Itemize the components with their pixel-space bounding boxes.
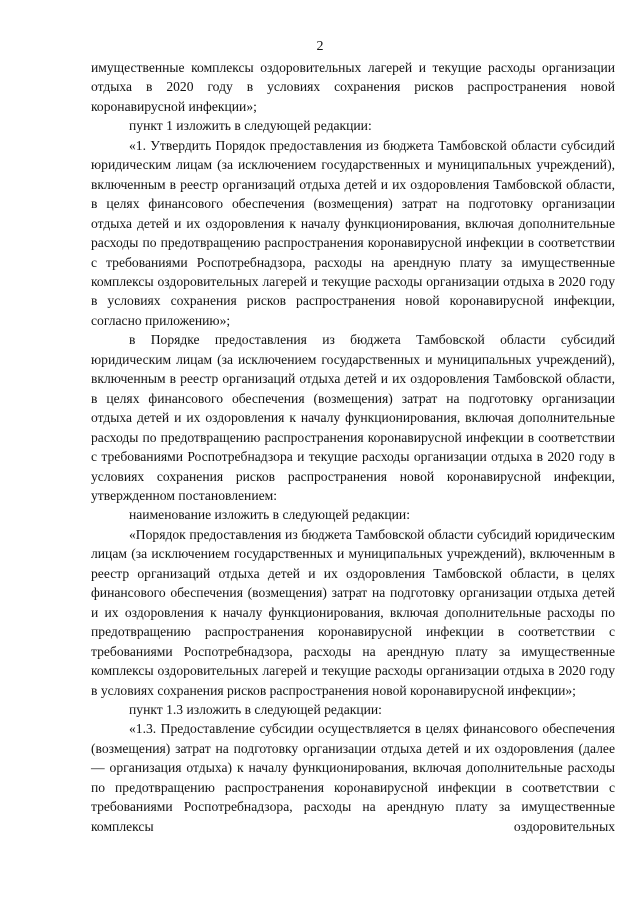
paragraph-continuation: имущественные комплексы оздоровительных лагерей и текущие расходы организации отдыха в 2020 году в условиях сохранения рисков распространения новой коронавирусной инфекции»; [91, 60, 615, 114]
paragraph-title-text: «Порядок предоставления из бюджета Тамбовской области субсидий юридическим лицам (за исключением государственных и муниципальных учреждений), включенным в реестр организаций отдыха детей и их оздоровления Тамбовской области, в целях финансового обеспечения (возмещения) затрат на подготовку организации отдыха детей и их оздоровления к началу функционирования, включая дополнительные расходы по предотвращению распространения коронавирусной инфекции в соответствии с требованиями Роспотребнадзора, расходы на арендную плату за имущественные комплексы оздоровительных лагерей и текущие расходы организации отдыха в 2020 году в условиях сохранения рисков распространения новой коронавирусной инфекции»; [91, 526, 615, 698]
paragraph-title-heading: наименование изложить в следующей редакции: [129, 507, 410, 523]
paragraph-item-1-heading: пункт 1 изложить в следующей редакции: [129, 118, 372, 134]
document-body [91, 58, 615, 836]
paragraph-item-1-3-heading: пункт 1.3 изложить в следующей редакции: [129, 701, 382, 717]
paragraph-item-1-text: «1. Утвердить Порядок предоставления из бюджета Тамбовской области субсидий юридическим лицам (за исключением государственных и муниципальных учреждений), включенным в реестр организаций отдыха детей и их оздоровления Тамбовской области, в целях финансового обеспечения (возмещения) затрат на подготовку организации отдыха детей и их оздоровления к началу функционирования, включая дополнительные расходы по предотвращению распространения коронавирусной инфекции в соответствии с требованиями Роспотребнадзора, расходы на арендную плату за имущественные комплексы оздоровительных лагерей и текущие расходы организации отдыха в 2020 году в условиях сохранения рисков распространения новой коронавирусной инфекции, согласно приложению»; [91, 137, 615, 328]
page-number: 2 [316, 39, 324, 54]
paragraph-item-1-3-text: «1.3. Предоставление субсидии осуществляется в целях финансового обеспечения (возмещения) затрат на подготовку организации отдыха детей и их оздоровления (далее — организация отдыха) к началу функционирования, включая дополнительные расходы по предотвращению распространения коронавирусной инфекции в соответствии с требованиями Роспотребнадзора, расходы на арендную плату за имущественные комплексы оздоровительных [91, 721, 615, 834]
paragraph-procedure-intro: в Порядке предоставления из бюджета Тамбовской области субсидий юридическим лицам (за исключением государственных и муниципальных учреждений), включенным в реестр организаций отдыха детей и их оздоровления Тамбовской области, в целях финансового обеспечения (возмещения) затрат на подготовку организации отдыха детей и их оздоровления к началу функционирования, включая дополнительные расходы по предотвращению распространения коронавирусной инфекции в соответствии с требованиями Роспотребнадзора и текущие расходы организации отдыха в 2020 году в условиях сохранения рисков распространения новой коронавирусной инфекции, утвержденном постановлением: [91, 332, 615, 503]
